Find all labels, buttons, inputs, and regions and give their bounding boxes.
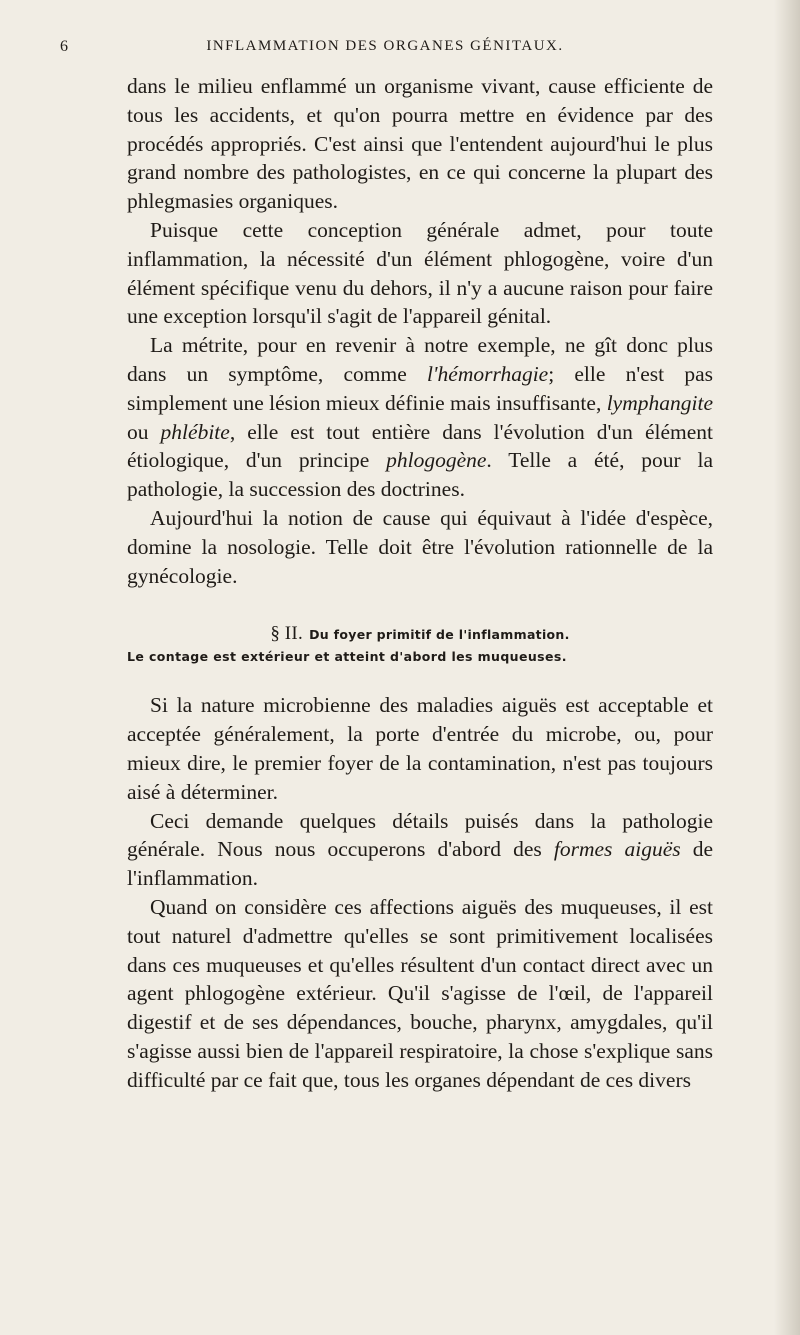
page-number: 6 xyxy=(60,38,69,55)
italic-term: l'hémorrhagie xyxy=(426,361,549,386)
section-heading xyxy=(127,624,713,645)
paragraph-2: Puisque cette conception générale admet, pour toute inflammation, la nécessité d'un élément phlogogène, voire d'un élément spécifique venu du dehors, il n'y a aucune raison pour faire une exception lorsqu'il s'agit de l'appareil génital. xyxy=(127,217,713,329)
paragraph-6-text: Ceci demande quelques détails puisés dans la pathologie générale. Nous nous occuperons d'abord des xyxy=(127,808,713,862)
paragraph-3-text: , elle est tout entière dans l'évolution d'un élément étiologique, d'un principe xyxy=(127,419,713,473)
paragraph-3 xyxy=(127,331,713,504)
section-mark: § xyxy=(270,623,281,645)
running-head: INFLAMMATION DES ORGANES GÉNITAUX. xyxy=(206,38,564,54)
italic-term: lymphangite xyxy=(606,390,713,415)
page-header xyxy=(60,38,710,62)
page-edge-shadow xyxy=(774,0,800,1335)
paragraph-4: Aujourd'hui la notion de cause qui équivaut à l'idée d'espèce, domine la nosologie. Telle doit être l'évolution rationnelle de la gynécologie. xyxy=(127,505,713,588)
paragraph-3-text: La métrite, pour en revenir à notre exemple, ne gît donc plus dans un symptôme, comme xyxy=(127,333,713,386)
italic-term: formes aiguës xyxy=(553,837,681,862)
paragraph-3-text: ou xyxy=(127,419,161,444)
section-subtitle: Le contage est extérieur et atteint d'abord les muqueuses. xyxy=(127,649,567,665)
section-number: II. xyxy=(284,623,304,645)
body-text xyxy=(127,72,713,1095)
section-title: Du foyer primitif de l'inflammation. xyxy=(309,627,570,643)
paragraph-3-text: . Telle a été, pour la pathologie, la succession des doctrines. xyxy=(127,448,713,502)
paragraph-6-text: de l'inflammation. xyxy=(127,837,713,891)
paragraph-1: dans le milieu enflammé un organisme vivant, cause efficiente de tous les accidents, et qu'on pourra mettre en évidence par des procédés appropriés. C'est ainsi que l'entendent aujourd'hui le plus grand nombre des pathologistes, en ce qui concerne la plupart des phlegmasies organiques. xyxy=(127,74,713,214)
paragraph-5: Si la nature microbienne des maladies aiguës est acceptable et acceptée généralement, la porte d'entrée du microbe, ou, pour mieux dire, le premier foyer de la contamination, n'est pas toujours aisé à déterminer. xyxy=(127,693,713,804)
italic-term: phlogogène xyxy=(386,448,487,473)
italic-term: phlébite xyxy=(160,419,230,444)
paragraph-7: Quand on considère ces affections aiguës des muqueuses, il est tout naturel d'admettre qu'elles se sont primitivement localisées dans ces muqueuses et qu'elles résultent d'un contact direct avec un agent phlogogène extérieur. Qu'il s'agisse de l'œil, de l'appareil digestif et de ses dépendances, bouche, pharynx, amygdales, qu'il s'agisse aussi bien de l'appareil respiratoire, la chose s'explique sans difficulté par ce fait que, tous les organes dépendant de ces divers xyxy=(127,894,713,1092)
paragraph-3-text: ; elle n'est pas simplement une lésion mieux définie mais insuffisante, xyxy=(127,361,713,415)
paragraph-6 xyxy=(127,807,713,893)
